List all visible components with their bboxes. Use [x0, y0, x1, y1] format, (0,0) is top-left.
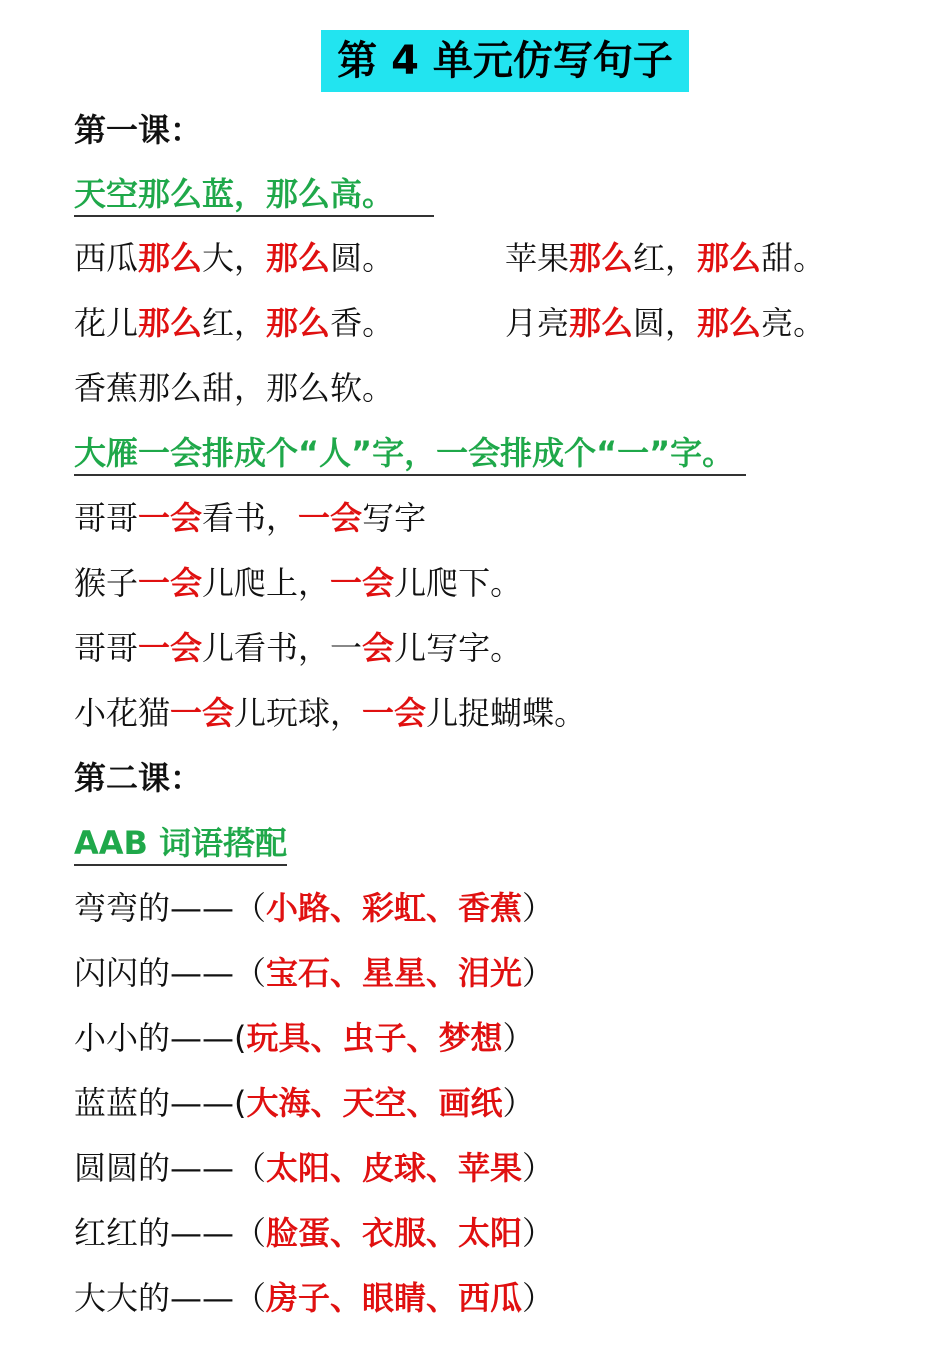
aab-item: 蓝蓝的——(大海、天空、画纸）	[74, 1084, 535, 1122]
lesson1-pattern2	[74, 431, 746, 475]
aab-item: 闪闪的——（宝石、星星、泪光）	[74, 954, 555, 992]
aab-item: 大大的——（房子、眼睛、西瓜）	[74, 1279, 555, 1317]
sentence-row-2	[74, 301, 874, 345]
pattern-sentence: 天空那么蓝，那么高。	[74, 175, 434, 217]
sentence-row-5: 猴子一会儿爬上，一会儿爬下。	[74, 564, 523, 602]
sentence-text: 大，	[202, 239, 267, 277]
sentence-row-4: 哥哥一会看书，一会写字	[74, 499, 427, 537]
sentence-row-3: 香蕉那么甜，那么软。	[74, 369, 395, 407]
sentence-row-6: 哥哥一会儿看书，一会儿写字。	[74, 629, 523, 667]
pattern-sentence: 大雁一会排成个“人”字，一会排成个“一”字。	[74, 434, 746, 476]
lesson1-pattern1	[74, 172, 434, 216]
aab-item: 红红的——（脸蛋、衣服、太阳）	[74, 1214, 555, 1252]
pattern-title: AAB 词语搭配	[74, 824, 287, 866]
sentence-row-7: 小花猫一会儿玩球，一会儿捉蝴蝶。	[74, 694, 587, 732]
sentence-right: 月亮那么圆，那么亮。	[505, 304, 826, 342]
keyword: 那么	[266, 239, 331, 277]
aab-item: 小小的——(玩具、虫子、梦想）	[74, 1019, 535, 1057]
lesson2-heading: 第二课：	[74, 759, 203, 797]
keyword: 那么	[266, 304, 331, 342]
page-title: 第 4 单元仿写句子	[321, 30, 689, 92]
sentence-text: 香。	[330, 304, 395, 342]
aab-item: 弯弯的——（小路、彩虹、香蕉）	[74, 889, 555, 927]
sentence-text: 红，	[202, 304, 267, 342]
lesson1-heading: 第一课：	[74, 111, 203, 149]
sentence-row-1	[74, 236, 874, 280]
aab-item: 圆圆的——（太阳、皮球、苹果）	[74, 1149, 555, 1187]
keyword: 那么	[138, 239, 203, 277]
sentence-right: 苹果那么红，那么甜。	[505, 239, 826, 277]
lesson2-pattern	[74, 821, 287, 865]
keyword: 那么	[138, 304, 203, 342]
sentence-text: 圆。	[330, 239, 395, 277]
sentence-text: 西瓜	[74, 239, 139, 277]
sentence-text: 花儿	[74, 304, 139, 342]
